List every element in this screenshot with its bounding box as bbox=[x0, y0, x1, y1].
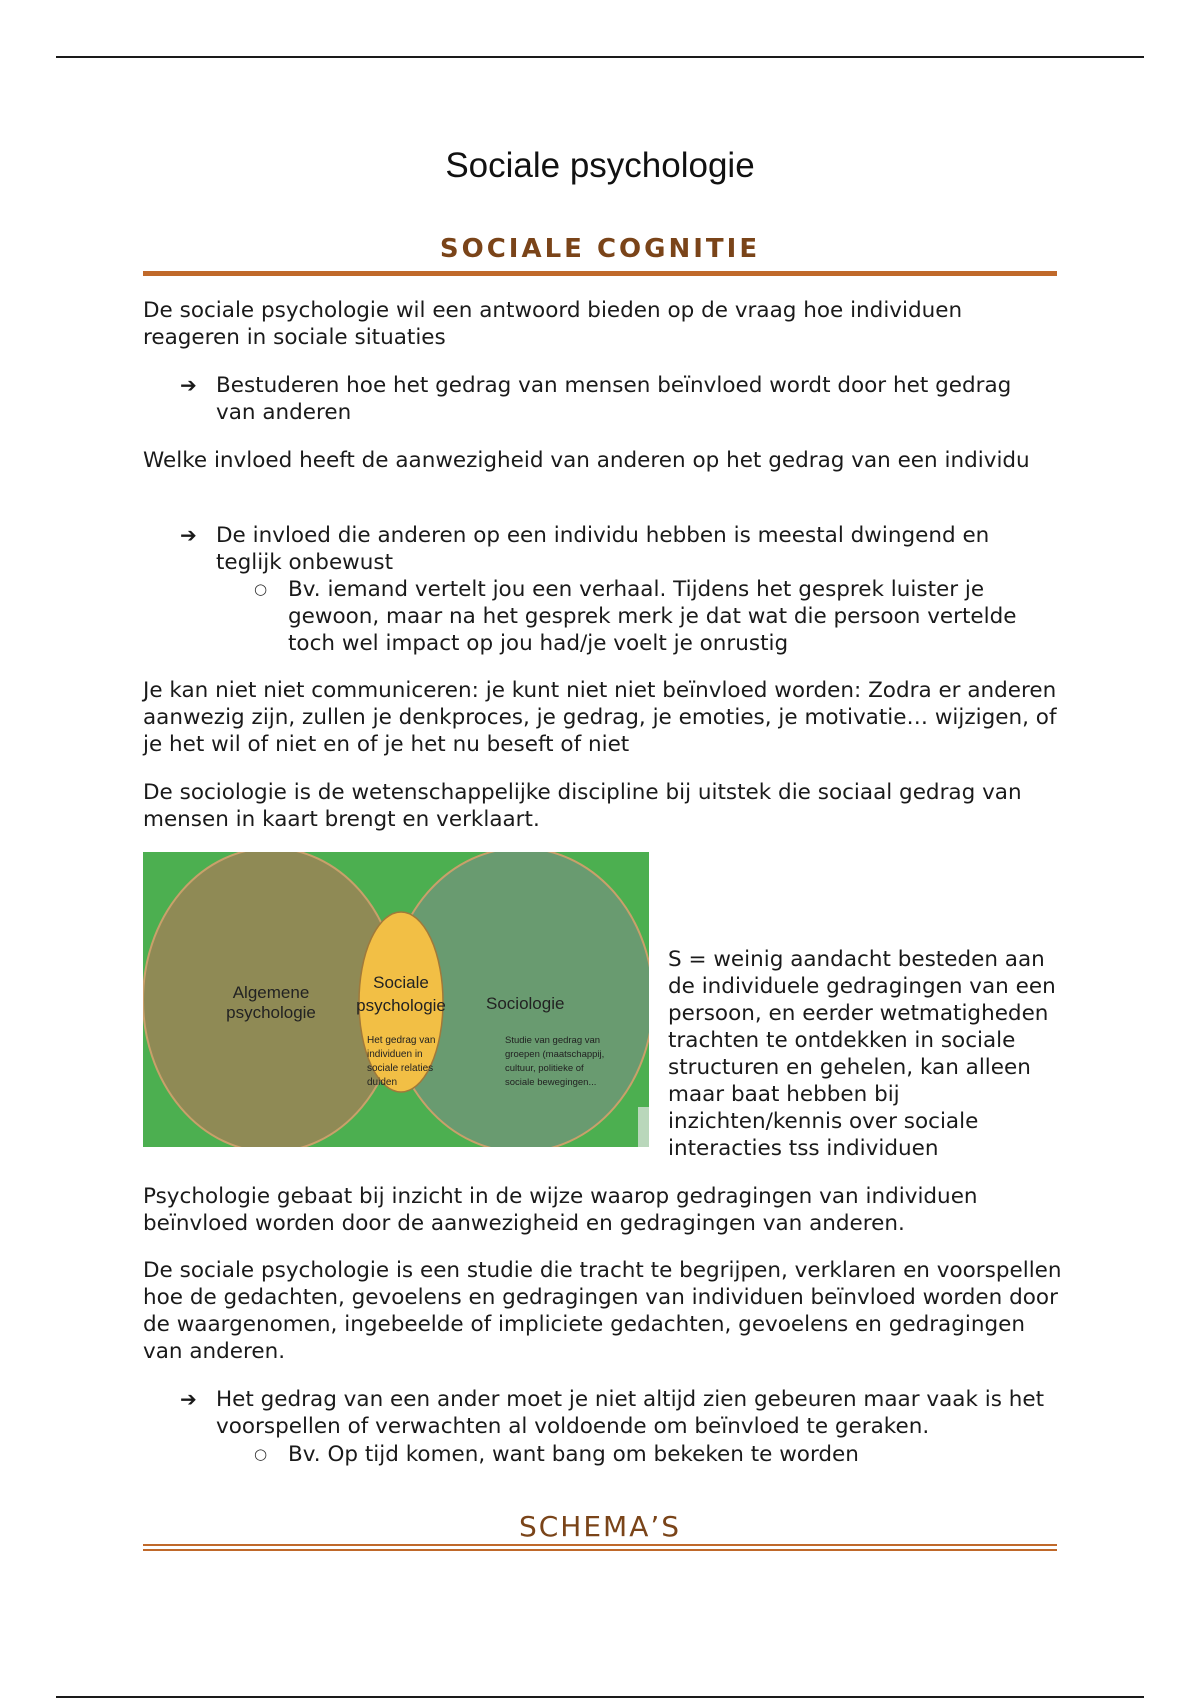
sociale-desc-line1: Het gedrag van bbox=[367, 1035, 436, 1046]
paragraph-2: Welke invloed heeft de aanwezigheid van anderen op het gedrag van een individu bbox=[143, 448, 1030, 473]
sociologie-desc-line4: sociale bewegingen... bbox=[505, 1077, 597, 1088]
figure-edge-watermark bbox=[638, 1107, 649, 1147]
section-heading-schemas: SCHEMA’S bbox=[518, 1510, 682, 1543]
arrow-right-icon: ➔ bbox=[180, 373, 197, 397]
paragraph-1: De sociale psychologie wil een antwoord bieden op de vraag hoe individuen reageren in sociale situaties bbox=[143, 298, 963, 350]
arrow-right-icon: ➔ bbox=[180, 1387, 197, 1411]
bullet-text: De invloed die anderen op een individu hebben is meestal dwingend en teglijk onbewust bbox=[216, 523, 990, 575]
sociale-desc-line3: sociale relaties bbox=[367, 1063, 434, 1074]
label-algemene-line2: psychologie bbox=[226, 1003, 316, 1022]
sociologie-desc-line1: Studie van gedrag van bbox=[505, 1035, 601, 1046]
section-heading-double-rule-bottom bbox=[143, 1549, 1057, 1551]
venn-diagram-figure bbox=[143, 852, 649, 1147]
bullet-text: Bestuderen hoe het gedrag van mensen beïnvloed wordt door het gedrag van anderen bbox=[216, 373, 1012, 425]
section-heading-double-rule-top bbox=[143, 1544, 1057, 1546]
page-top-rule bbox=[56, 56, 1144, 58]
arrow-bullet-1 bbox=[180, 372, 1056, 426]
sub-bullet-text: Bv. Op tijd komen, want bang om bekeken te worden bbox=[288, 1442, 859, 1467]
section-heading-underline bbox=[143, 271, 1057, 276]
sociologie-desc-line3: cultuur, politieke of bbox=[505, 1063, 584, 1074]
label-sociale-line1: Sociale bbox=[373, 973, 429, 992]
circle-bullet-icon: ○ bbox=[254, 580, 268, 598]
page-title: Sociale psychologie bbox=[445, 146, 755, 185]
sub-bullet-text: Bv. iemand vertelt jou een verhaal. Tijdens het gesprek luister je gewoon, maar na het gesprek merk je dat wat die persoon vertelde toch wel impact op jou had/je voelt je onrustig bbox=[288, 577, 1017, 656]
label-sociologie: Sociologie bbox=[486, 994, 565, 1013]
sociale-desc-line4: duiden bbox=[367, 1077, 398, 1088]
sociale-desc-line2: individuen in bbox=[367, 1049, 423, 1060]
paragraph-4: De sociologie is de wetenschappelijke discipline bij uitstek die sociaal gedrag van mensen in kaart brengt en verklaart. bbox=[143, 780, 1022, 832]
arrow-bullet-3 bbox=[180, 1386, 1056, 1440]
section-heading-sociale-cognitie: SOCIALE COGNITIE bbox=[439, 234, 761, 264]
label-sociale-line2: psychologie bbox=[356, 996, 446, 1015]
bullet-text: Het gedrag van een ander moet je niet altijd zien gebeuren maar vaak is het voorspellen of verwachten al voldoende om beïnvloed te geraken. bbox=[216, 1387, 1045, 1439]
paragraph-3: Je kan niet niet communiceren: je kunt niet niet beïnvloed worden: Zodra er anderen aanwezig zijn, zullen je denkproces, je gedrag, je emoties, je motivatie… wijzigen, of je het wil of niet en of je het nu beseft of niet bbox=[143, 678, 1057, 757]
page-bottom-rule bbox=[56, 1696, 1144, 1698]
sub-bullet-2 bbox=[254, 1441, 1068, 1468]
paragraph-5: Psychologie gebaat bij inzicht in de wijze waarop gedragingen van individuen beïnvloed worden door de aanwezigheid en gedragingen van anderen. bbox=[143, 1184, 978, 1236]
label-algemene-line1: Algemene bbox=[232, 983, 310, 1002]
sociologie-desc-line2: groepen (maatschappij, bbox=[505, 1049, 605, 1060]
arrow-bullet-2 bbox=[180, 522, 1056, 576]
arrow-right-icon: ➔ bbox=[180, 523, 197, 547]
figure-side-text: S = weinig aandacht besteden aan de individuele gedragingen van een persoon, en eerder wetmatigheden trachten te ontdekken in sociale structuren en gehelen, kan alleen maar baat hebben bij inzichten/kennis over sociale interacties tss individuen bbox=[668, 947, 1056, 1161]
paragraph-6: De sociale psychologie is een studie die tracht te begrijpen, verklaren en voorspellen hoe de gedachten, gevoelens en gedragingen van individuen beïnvloed worden door de waargenomen, ingebeelde of impliciete gedachten, gevoelens en gedragingen van anderen. bbox=[143, 1258, 1062, 1364]
sub-bullet-1 bbox=[254, 576, 1068, 657]
circle-bullet-icon: ○ bbox=[254, 1445, 268, 1463]
